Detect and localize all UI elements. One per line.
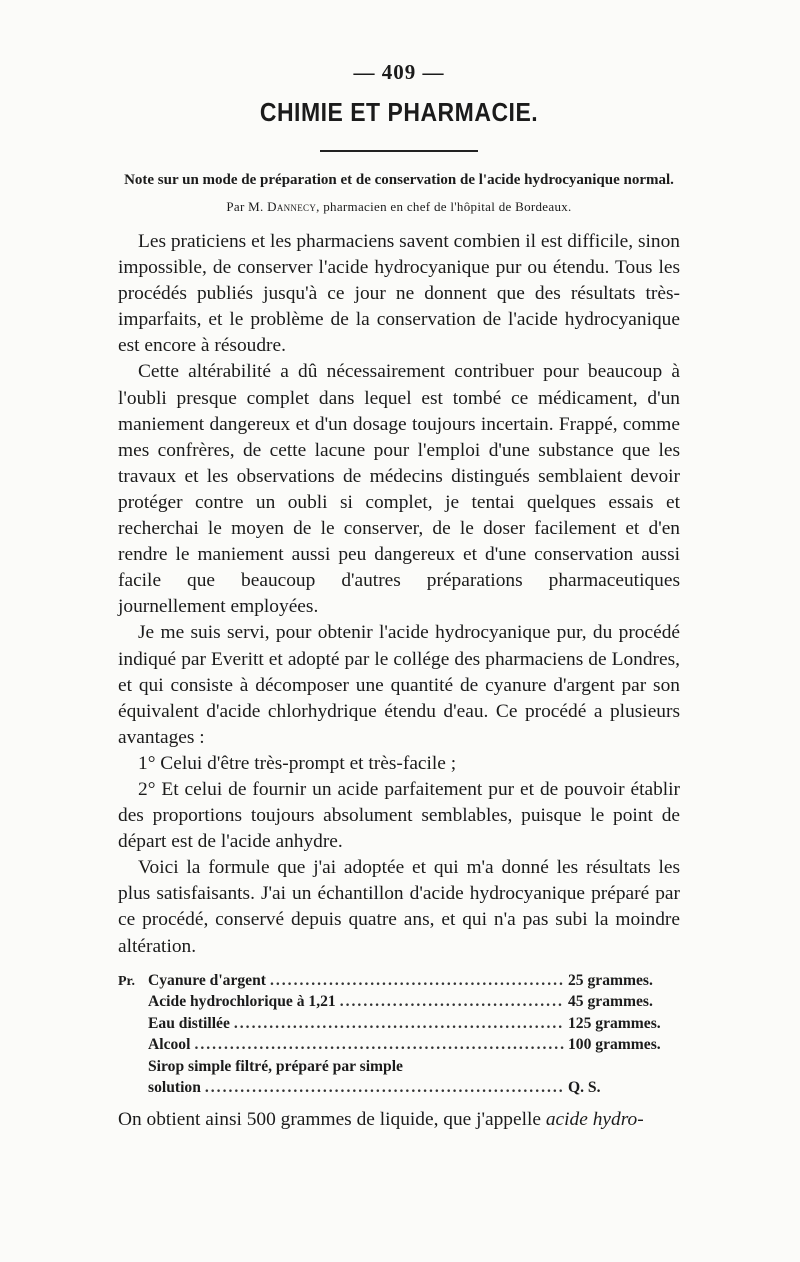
- formula-row: [118, 993, 680, 1015]
- paragraph-6: Voici la formule que j'ai adoptée et qui m'a donné les résultats les plus satisfaisants. J'ai un échantillon d'acide hydrocyanique préparé par ce procédé, conservé depuis quatre ans, et qui n'a pas subi la moindre altération.: [118, 857, 680, 957]
- paragraph-3: Je me suis servi, pour obtenir l'acide hydrocyanique pur, du procédé indiqué par Everitt et adopté par le collége des pharmaciens de Londres, et qui consiste à décomposer une quantité de cyanure d'argent par son équivalent d'acide chlorhydrique étendu d'eau. Ce procédé a plusieurs avantages :: [118, 622, 680, 748]
- ingredient-name: Eau distillée: [148, 1014, 230, 1032]
- ingredient-quantity: 25 grammes.: [568, 971, 653, 989]
- formula-row: [118, 972, 680, 994]
- closing-italic: acide hydro-: [545, 1108, 644, 1130]
- closing-text: On obtient ainsi 500 grammes de liquide, que j'appelle: [118, 1108, 541, 1130]
- dot-leader: [205, 1079, 564, 1097]
- paragraph-4: 1° Celui d'être très-prompt et très-facile ;: [138, 752, 457, 774]
- formula-row: [118, 1079, 680, 1101]
- page: [118, 60, 680, 1152]
- dot-leader: [194, 1036, 564, 1054]
- dot-leader: [270, 972, 564, 990]
- dot-leader: [234, 1015, 564, 1033]
- paragraph-5: 2° Et celui de fournir un acide parfaitement pur et de pouvoir établir des proportions toujours absolument semblables, puisque le point de départ est de l'acide anhydre.: [118, 778, 680, 853]
- ingredient-quantity: 45 grammes.: [568, 993, 653, 1011]
- paragraph-2: Cette altérabilité a dû nécessairement contribuer pour beaucoup à l'oubli presque complet dans lequel est tombé ce médicament, d'un maniement dangereux et d'un dosage toujours incertain. Frappé, comme mes confrères, de cette lacune pour l'emploi d'une substance que les travaux et les observations de médecins distingués semblaient devoir protéger contre un oubli si complet, je tentai quelques essais et recherchai le moyen de le conserver, de le doser facilement et d'en rendre le maniement aussi peu dangereux et d'une conservation aussi facile que beaucoup d'autres préparations pharmaceutiques journellement employées.: [118, 361, 680, 618]
- formula-row: [118, 1015, 680, 1037]
- ingredient-name: Acide hydrochlorique à 1,21: [148, 993, 336, 1011]
- ingredient-quantity: 100 grammes.: [568, 1036, 661, 1054]
- byline-prefix: Par M.: [226, 199, 264, 214]
- paragraph-1: Les praticiens et les pharmaciens savent combien il est difficile, sinon impossible, de conserver l'acide hydrocyanique pur ou étendu. Tous les procédés publiés jusqu'à ce jour ne donnent que des résultats très-imparfaits, et le problème de la conservation de l'acide hydrocyanique est encore à résoudre.: [118, 231, 680, 357]
- ingredient-quantity: 125 grammes.: [568, 1014, 661, 1032]
- article-body: [118, 229, 680, 960]
- byline-suffix: , pharmacien en chef de l'hôpital de Bordeaux.: [316, 199, 572, 214]
- formula-prefix: Pr.: [118, 973, 135, 989]
- ingredient-name: Cyanure d'argent: [148, 971, 266, 989]
- ingredient-name-continued: solution: [148, 1079, 201, 1097]
- byline: [118, 199, 680, 215]
- section-title: CHIMIE ET PHARMACIE.: [259, 97, 539, 127]
- formula-table: [118, 972, 680, 1101]
- dot-leader: [340, 993, 564, 1011]
- article-title: Note sur un mode de préparation et de conservation de l'acide hydrocyanique normal.: [124, 172, 674, 188]
- title-rule: [320, 150, 478, 152]
- ingredient-name: Alcool: [148, 1036, 191, 1054]
- closing-line: [118, 1107, 680, 1133]
- author-name: Dannecy: [267, 199, 317, 214]
- ingredient-name: Sirop simple filtré, préparé par simple: [148, 1057, 403, 1075]
- formula-row: [118, 1036, 680, 1058]
- formula-row-wrapped: [118, 1058, 680, 1080]
- page-number: — 409 —: [353, 60, 445, 84]
- ingredient-quantity: Q. S.: [568, 1079, 601, 1097]
